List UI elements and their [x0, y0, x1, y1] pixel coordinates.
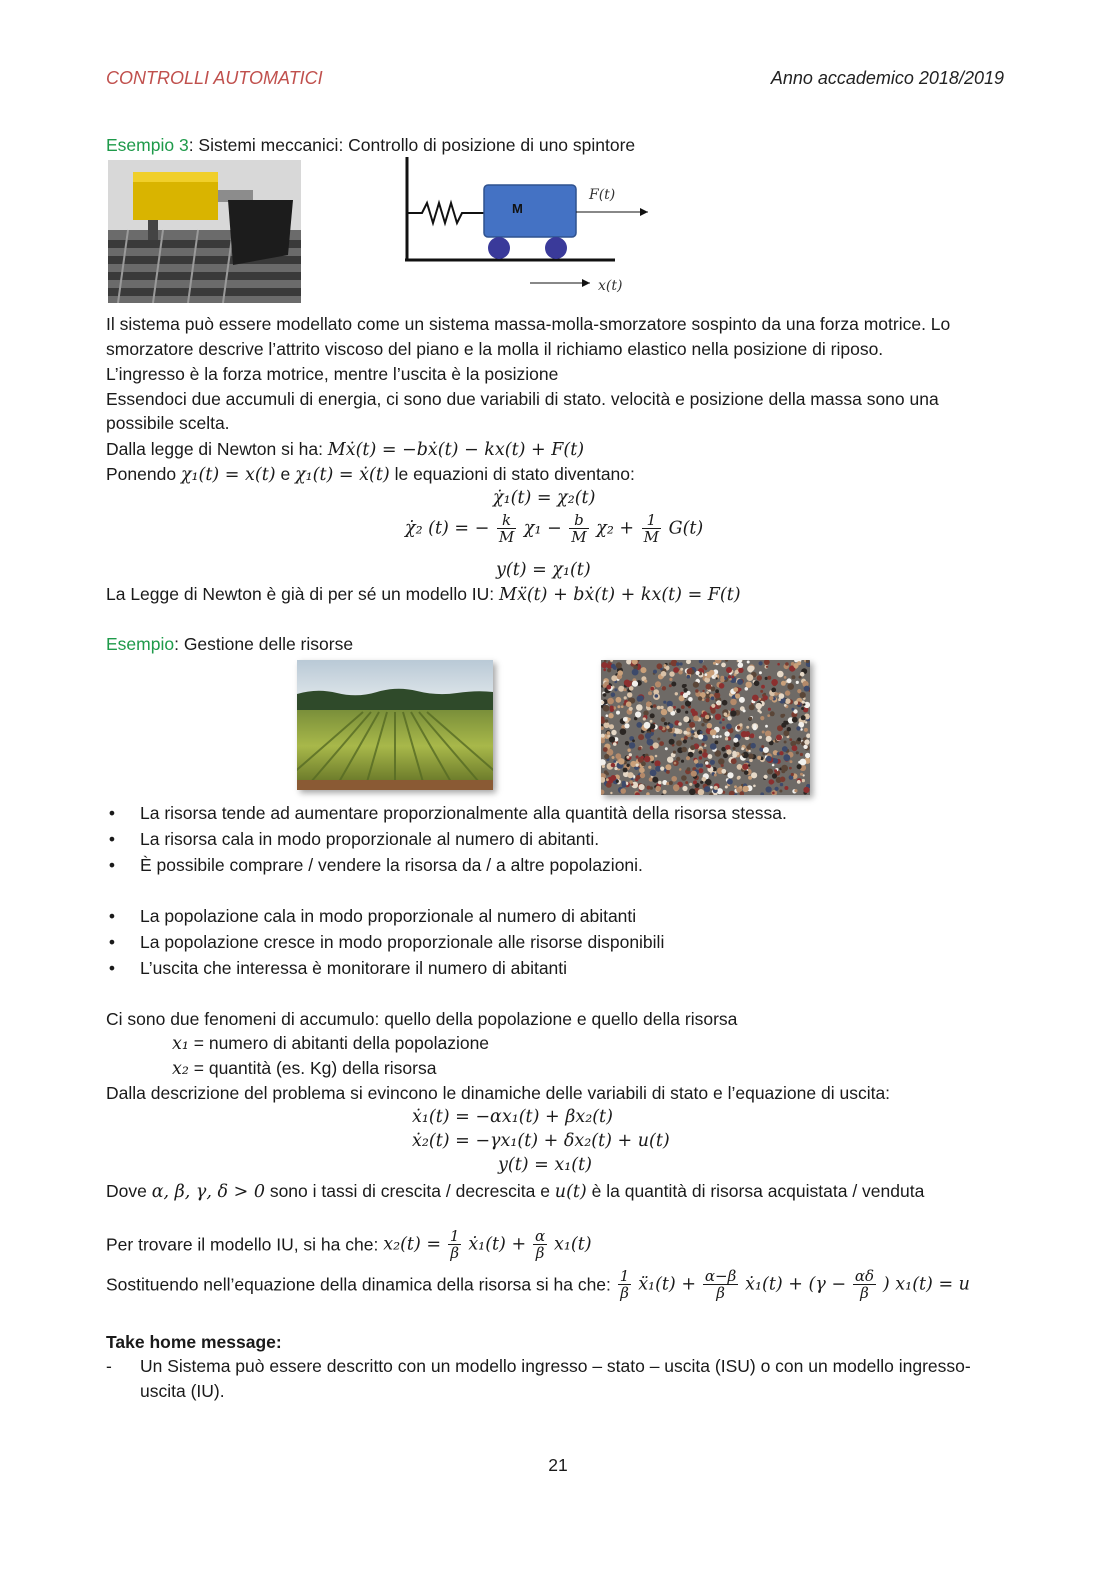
paragraph-input-output: L’ingresso è la forza motrice, mentre l’uscita è la posizione — [106, 364, 559, 384]
paragraph-state-line2: possibile scelta. — [106, 413, 230, 433]
iu-model-prefix: Per trovare il modello IU, si ha che: — [106, 1234, 384, 1255]
example-resources-label: Esempio — [106, 634, 175, 654]
newton-equation: Mẋ(t) = −bẋ(t) − kx(t) + F(t) — [327, 440, 585, 460]
take-home-line1: Un Sistema può essere descritto con un modello ingresso – stato – uscita (ISU) o con un modello ingresso- — [140, 1356, 971, 1376]
iu-f1-num: 1 — [449, 1226, 460, 1245]
example-resources-title: : Gestione delle risorse — [174, 634, 354, 654]
iu-equation: Mẍ(t) + bẋ(t) + kx(t) = F(t) — [499, 585, 741, 605]
example3-label: Esempio 3 — [106, 135, 189, 155]
sub-f1-den: β — [620, 1283, 629, 1302]
eq2-m2: M — [571, 528, 587, 546]
accumulation-text: Ci sono due fenomeni di accumulo: quello della popolazione e quello della risorsa — [106, 1009, 738, 1029]
ponendo-line — [106, 463, 635, 486]
iu-f2-den: β — [535, 1243, 545, 1262]
ponendo-eq-a: χ₁(t) = x(t) — [180, 465, 276, 485]
example-resources-heading — [106, 633, 353, 655]
cornfield-photo — [297, 660, 493, 790]
crowd-photo — [601, 660, 810, 795]
newton-iu-line — [106, 583, 741, 606]
eq2-chi2: χ₂ + — [596, 518, 635, 539]
header-academic-year: Anno accademico 2018/2019 — [770, 68, 1004, 88]
paragraph-state-line1: Essendoci due accumuli di energia, ci sono due variabili di stato. velocità e posizione della massa sono una — [106, 389, 939, 409]
mass-label: M — [512, 201, 523, 216]
sub-f1-num: 1 — [619, 1266, 630, 1285]
dove-params: α, β, γ, δ > 0 — [151, 1182, 265, 1202]
sub-f2-num: α−β — [704, 1266, 737, 1285]
sub-term3: ) x₁(t) = u — [882, 1274, 970, 1295]
newton-prefix: Dalla legge di Newton si ha: — [106, 439, 328, 459]
dynamics-equation-1: ẋ₁(t) = −αx₁(t) + βx₂(t) — [412, 1107, 613, 1127]
iu-prefix: La Legge di Newton è già di per sé un modello IU: — [106, 584, 500, 604]
state-equation-1: χ̇₁(t) = χ₂(t) — [493, 488, 596, 508]
sub-f3-num: αδ — [854, 1266, 875, 1285]
eq2-m1: M — [498, 528, 515, 546]
pusher-photo — [108, 160, 301, 303]
resource-bullet-1-text: La risorsa tende ad aumentare proporzionalmente alla quantità della risorsa stessa. — [140, 803, 787, 823]
eq2-m3: M — [643, 528, 660, 546]
dove-u: u(t) — [554, 1182, 587, 1202]
eq2-g: G(t) — [668, 518, 704, 539]
ponendo-eq-b: χ₁(t) = ẋ(t) — [295, 465, 390, 485]
dynamics-output-equation: y(t) = x₁(t) — [498, 1155, 592, 1175]
ponendo-suffix: le equazioni di stato diventano: — [389, 464, 635, 484]
state-variable-x1 — [172, 1033, 489, 1054]
example3-title: : Sistemi meccanici: Controllo di posizione di uno spintore — [188, 135, 636, 155]
eq2-lhs: χ̇₂ (t) = − — [405, 518, 490, 539]
sub-f2-den: β — [716, 1283, 725, 1302]
x2-symbol: x₂ — [172, 1059, 189, 1079]
dove-prefix: Dove — [106, 1181, 152, 1201]
output-equation: y(t) = χ₁(t) — [496, 560, 591, 580]
iu-model-mid: ẋ₁(t) + — [468, 1234, 527, 1255]
eq2-chi1: χ₁ − — [523, 518, 562, 539]
sub-term2: ẋ₁(t) + (γ − — [745, 1274, 846, 1295]
take-home-title: Take home message: — [106, 1332, 282, 1352]
example3-heading — [106, 134, 635, 156]
sub-prefix: Sostituendo nell’equazione della dinamica della risorsa si ha che: — [106, 1274, 616, 1295]
paragraph-model-line2: smorzatore descrive l’attrito viscoso del piano e la molla il richiamo elastico nella posizione di riposo. — [106, 339, 884, 359]
iu-f1-den: β — [450, 1243, 459, 1262]
ponendo-and: e — [275, 464, 296, 484]
x2-description: = quantità (es. Kg) della risorsa — [188, 1058, 437, 1078]
newton-law-line — [106, 438, 584, 461]
resource-bullet-3-text: È possibile comprare / vendere la risorsa da / a altre popolazioni. — [140, 855, 643, 875]
paragraph-model-line1: Il sistema può essere modellato come un sistema massa-molla-smorzatore sospinto da una forza motrice. Lo — [106, 314, 951, 334]
iu-model-end: x₁(t) — [554, 1234, 592, 1255]
eq2-b: b — [569, 512, 588, 529]
iu-f2-num: α — [535, 1226, 546, 1245]
substitution-line — [106, 1266, 970, 1301]
take-home-line2: uscita (IU). — [140, 1381, 225, 1401]
iu-model-line — [106, 1226, 592, 1261]
dove-mid: sono i tassi di crescita / decrescita e — [264, 1181, 555, 1201]
position-label: x(t) — [598, 278, 623, 294]
dynamics-equation-2: ẋ₂(t) = −γx₁(t) + δx₂(t) + u(t) — [412, 1131, 670, 1151]
state-variable-x2 — [172, 1058, 436, 1079]
header-course-title: CONTROLLI AUTOMATICI — [106, 68, 323, 88]
eq2-k: k — [497, 512, 516, 529]
population-bullet-2-text: La popolazione cresce in modo proporzionale alle risorse disponibili — [140, 932, 665, 952]
population-bullet-3-text: L’uscita che interessa è monitorare il numero di abitanti — [140, 958, 568, 978]
x1-description: = numero di abitanti della popolazione — [188, 1033, 490, 1053]
resource-bullet-2-text: La risorsa cala in modo proporzionale al numero di abitanti. — [140, 829, 600, 849]
parameters-line — [106, 1180, 924, 1203]
dove-suffix: è la quantità di risorsa acquistata / venduta — [586, 1181, 925, 1201]
force-label: F(t) — [589, 187, 616, 203]
take-home-dash: - — [106, 1356, 112, 1376]
state-equation-2 — [405, 512, 703, 545]
iu-model-lhs: x₂(t) = — [383, 1234, 442, 1255]
population-bullet-1-text: La popolazione cala in modo proporzionale al numero di abitanti — [140, 906, 637, 926]
dynamics-text: Dalla descrizione del problema si evincono le dinamiche delle variabili di stato e l’equazione di uscita: — [106, 1083, 891, 1103]
x1-symbol: x₁ — [172, 1034, 189, 1054]
ponendo-prefix: Ponendo — [106, 464, 181, 484]
sub-f3-den: β — [860, 1283, 869, 1302]
eq2-one: 1 — [642, 512, 661, 529]
sub-term1: ẍ₁(t) + — [638, 1274, 696, 1295]
page-number: 21 — [548, 1455, 568, 1475]
